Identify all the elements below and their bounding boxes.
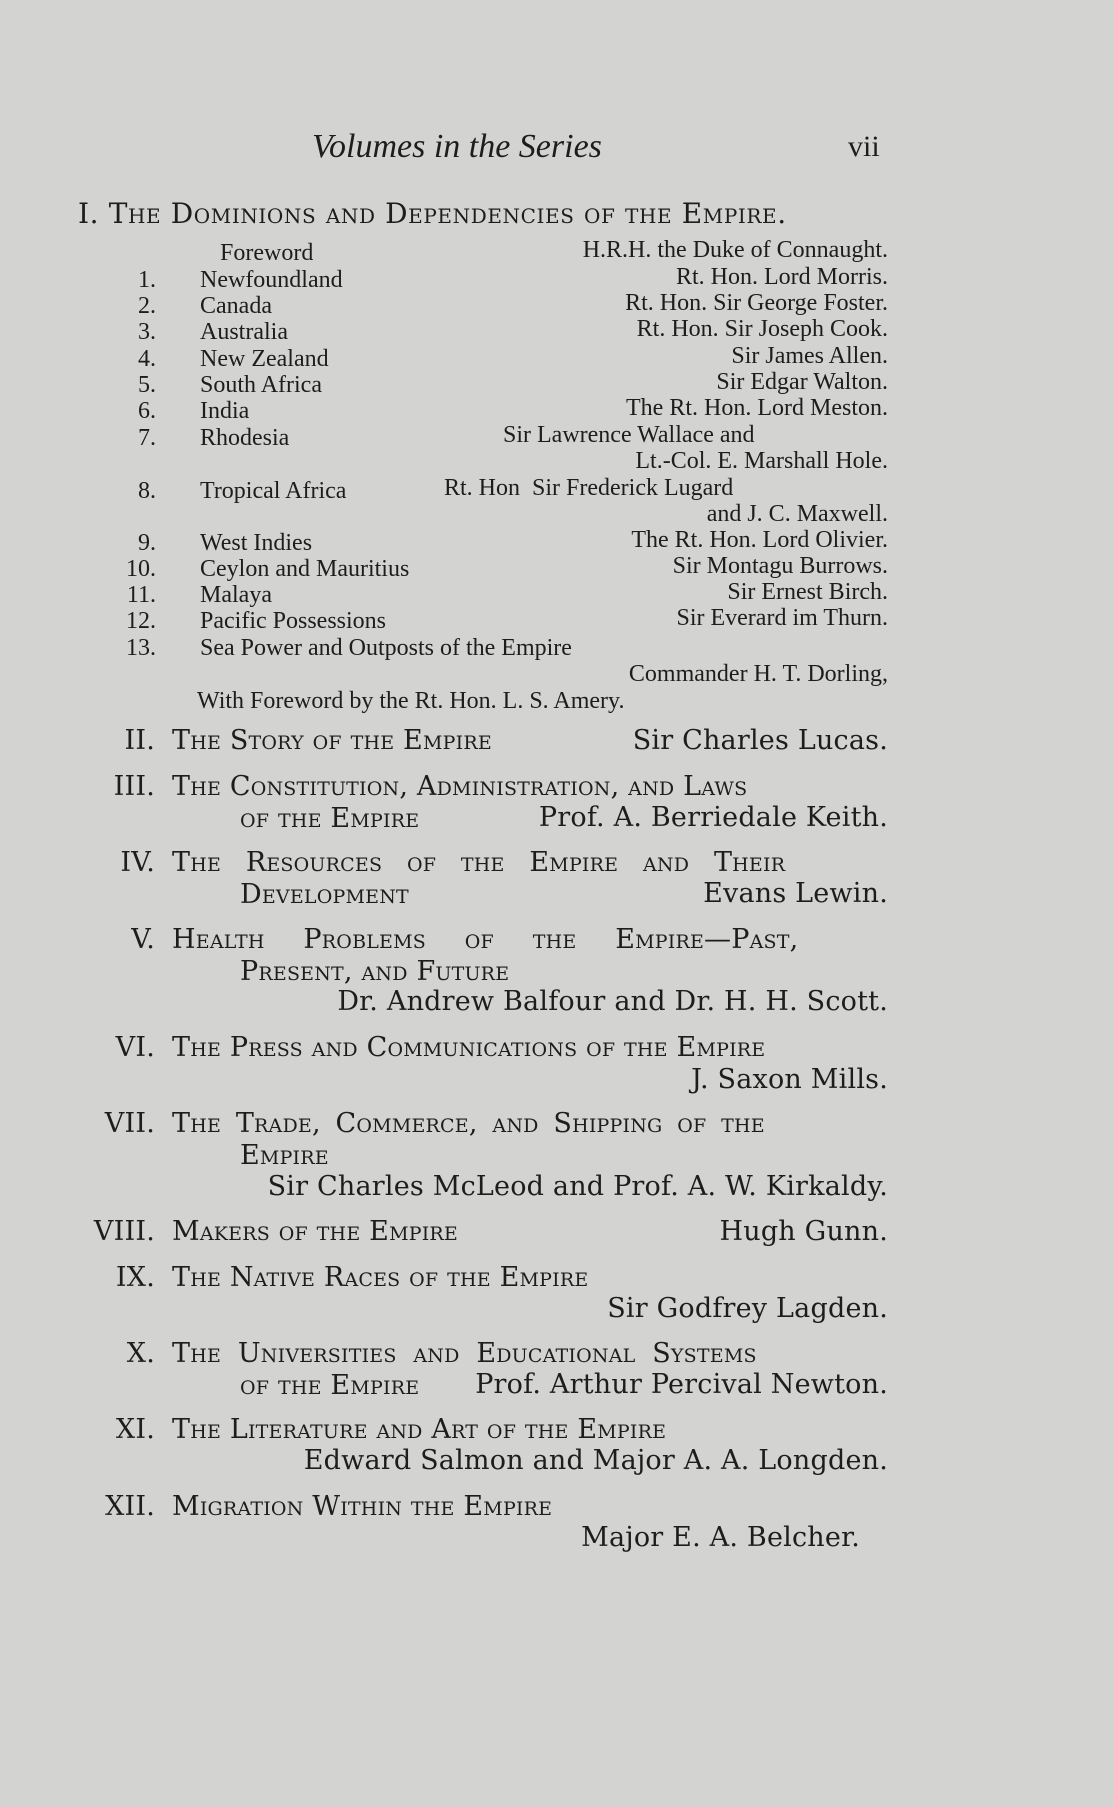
list-item-author: Sir Montagu Burrows. <box>672 553 888 579</box>
volume-author: Edward Salmon and Major A. A. Longden. <box>303 1445 888 1476</box>
page-number: vii <box>848 130 880 163</box>
volume-numeral: I. <box>78 197 100 230</box>
volume-numeral: VII. <box>104 1108 155 1139</box>
list-item-title: Tropical Africa <box>200 478 347 504</box>
volume-numeral: XI. <box>115 1414 155 1445</box>
volume-author: Evans Lewin. <box>703 878 888 909</box>
volume-author: Dr. Andrew Balfour and Dr. H. H. Scott. <box>337 986 888 1017</box>
volume-author: Sir Charles McLeod and Prof. A. W. Kirkaldy. <box>267 1171 888 1202</box>
list-item-number: 6. <box>138 398 156 424</box>
list-item-title: Malaya <box>200 582 272 608</box>
volume-author: Major E. A. Belcher. <box>581 1522 860 1553</box>
volume-title: Migration Within the Empire <box>172 1491 553 1522</box>
list-item-title: West Indies <box>200 530 313 556</box>
list-item-number: 12. <box>126 608 156 634</box>
list-item-number: 4. <box>138 346 156 372</box>
volume-title: The Press and Communications of the Empire <box>172 1032 766 1063</box>
volume-numeral: VI. <box>115 1032 155 1063</box>
list-item-number: 8. <box>138 478 156 504</box>
volume-title-continued: Development <box>240 879 409 910</box>
list-item-title: India <box>200 398 250 424</box>
list-item-number: 7. <box>138 425 156 451</box>
list-item-number: 11. <box>126 582 156 608</box>
list-item-author: Sir Lawrence Wallace and <box>503 422 755 448</box>
list-item-author: Sir Ernest Birch. <box>727 579 888 605</box>
list-item-title: Ceylon and Mauritius <box>200 556 410 582</box>
list-item-number: 13. <box>126 635 156 661</box>
volume-title: The Native Races of the Empire <box>172 1262 589 1293</box>
list-item-number: 9. <box>138 530 156 556</box>
page-title: Volumes in the Series <box>312 128 602 165</box>
volume-author: Sir Godfrey Lagden. <box>607 1293 888 1324</box>
list-item-title: New Zealand <box>200 346 329 372</box>
volume-1-heading <box>78 198 787 230</box>
foreword-author: H.R.H. the Duke of Connaught. <box>582 237 888 263</box>
volume-title: The Story of the Empire <box>172 725 492 756</box>
volume-author: Prof. A. Berriedale Keith. <box>538 802 888 833</box>
closing-note: With Foreword by the Rt. Hon. L. S. Amery. <box>197 688 625 714</box>
list-item-author: The Rt. Hon. Lord Olivier. <box>631 527 888 553</box>
volume-title-continued: Present, and Future <box>240 956 510 987</box>
list-item-author: Rt. Hon. Lord Morris. <box>676 264 888 290</box>
list-item-title: Pacific Possessions <box>200 608 386 634</box>
volume-numeral: III. <box>113 771 155 802</box>
volume-title: The Dominions and Dependencies of the Empire. <box>108 197 787 230</box>
volume-numeral: IX. <box>115 1262 155 1293</box>
list-item-author: Rt. Hon. Sir Joseph Cook. <box>636 316 888 342</box>
volume-author: J. Saxon Mills. <box>691 1064 888 1095</box>
foreword-label: Foreword <box>220 240 314 266</box>
list-item-author-continued: Lt.-Col. E. Marshall Hole. <box>635 448 888 474</box>
volume-title-continued: Empire <box>240 1140 329 1171</box>
list-item-title: Australia <box>200 319 288 345</box>
list-item-number: 3. <box>138 319 156 345</box>
volume-title: The Constitution, Administration, and Laws <box>172 771 748 802</box>
volume-numeral: VIII. <box>93 1216 155 1247</box>
list-item-title: South Africa <box>200 372 322 398</box>
list-item-author: The Rt. Hon. Lord Meston. <box>626 395 888 421</box>
list-item-author: Commander H. T. Dorling, <box>628 661 888 687</box>
volume-numeral: V. <box>131 924 155 955</box>
volume-numeral: X. <box>126 1338 155 1369</box>
list-item-title: Newfoundland <box>200 267 343 293</box>
list-item-number: 5. <box>138 372 156 398</box>
volume-title-continued: of the Empire <box>240 803 420 834</box>
volume-title: The Universities and Educational Systems <box>172 1338 757 1369</box>
list-item-author: Rt. Hon. Sir George Foster. <box>625 290 888 316</box>
volume-numeral: IV. <box>120 847 155 878</box>
list-item-title: Rhodesia <box>200 425 290 451</box>
list-item-author: Sir Everard im Thurn. <box>676 605 888 631</box>
list-item-number: 2. <box>138 293 156 319</box>
volume-title: Makers of the Empire <box>172 1216 459 1247</box>
list-item-number: 1. <box>138 267 156 293</box>
volume-title: Health Problems of the Empire—Past, <box>172 924 799 955</box>
list-item-title: Sea Power and Outposts of the Empire <box>200 635 572 661</box>
list-item-author-continued: and J. C. Maxwell. <box>706 501 888 527</box>
list-item-author: Rt. Hon Sir Frederick Lugard <box>444 475 734 501</box>
list-item-number: 10. <box>126 556 156 582</box>
volume-title: The Literature and Art of the Empire <box>172 1414 667 1445</box>
volume-numeral: XII. <box>105 1491 155 1522</box>
volume-author: Prof. Arthur Percival Newton. <box>475 1369 888 1400</box>
volume-title-continued: of the Empire <box>240 1370 420 1401</box>
volume-title: The Resources of the Empire and Their <box>172 847 786 878</box>
volume-author: Hugh Gunn. <box>719 1216 888 1247</box>
volume-title: The Trade, Commerce, and Shipping of the <box>172 1108 765 1139</box>
volume-numeral: II. <box>124 725 155 756</box>
list-item-author: Sir Edgar Walton. <box>716 369 888 395</box>
list-item-author: Sir James Allen. <box>731 343 888 369</box>
list-item-title: Canada <box>200 293 272 319</box>
volume-author: Sir Charles Lucas. <box>632 725 888 756</box>
